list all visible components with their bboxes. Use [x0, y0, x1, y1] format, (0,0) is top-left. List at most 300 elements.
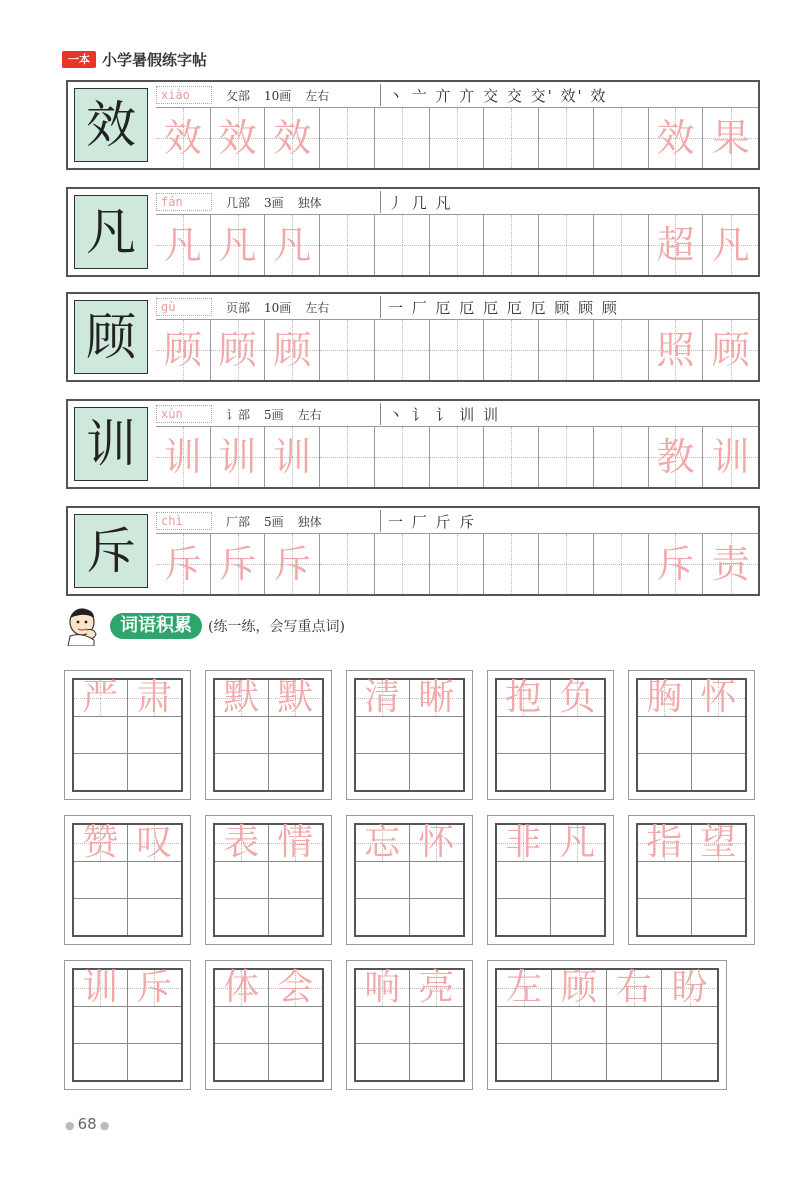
word-grid	[495, 968, 719, 1082]
word-trace-cell[interactable]	[410, 677, 464, 718]
word-blank-cell[interactable]	[128, 899, 182, 936]
trace-character: 斥	[656, 542, 695, 586]
word-blank-cell[interactable]	[410, 862, 464, 899]
practice-cell[interactable]	[703, 427, 758, 487]
trace-character: 斥	[163, 542, 202, 586]
practice-cell[interactable]	[211, 320, 266, 380]
practice-cell[interactable]	[375, 108, 430, 168]
word-blank-cell[interactable]	[269, 862, 323, 899]
practice-cell[interactable]	[649, 534, 704, 594]
word-trace-cell[interactable]	[128, 822, 182, 863]
practice-cell[interactable]	[703, 108, 758, 168]
section-title: 词语积累	[110, 613, 202, 639]
word-blank-cell[interactable]	[607, 1044, 662, 1081]
trace-character: 效	[273, 116, 312, 160]
word-trace-character: 叹	[136, 822, 173, 863]
practice-cell[interactable]	[430, 215, 485, 275]
word-trace-cell[interactable]	[215, 967, 269, 1008]
stroke-count: 10画	[264, 89, 292, 103]
practice-cell[interactable]	[320, 320, 375, 380]
word-trace-cell[interactable]	[638, 822, 692, 863]
stroke-count: 5画	[264, 408, 284, 422]
word-practice-box[interactable]	[346, 670, 473, 800]
word-trace-cell[interactable]	[497, 967, 552, 1008]
stroke-count: 3画	[264, 196, 284, 210]
word-trace-cell[interactable]	[692, 677, 746, 718]
word-trace-character: 体	[223, 967, 260, 1008]
practice-cell[interactable]	[375, 215, 430, 275]
word-trace-character: 负	[559, 677, 596, 718]
practice-cell[interactable]	[430, 427, 485, 487]
practice-cell[interactable]	[484, 108, 539, 168]
word-blank-cell[interactable]	[269, 1044, 323, 1081]
word-blank-cell[interactable]	[356, 1007, 410, 1044]
word-blank-cell[interactable]	[497, 754, 551, 791]
word-trace-cell[interactable]	[551, 822, 605, 863]
trace-character: 照	[656, 328, 695, 372]
word-trace-character: 怀	[418, 822, 455, 863]
practice-cell[interactable]	[649, 108, 704, 168]
stroke-order: 丿 几 凡	[388, 194, 453, 212]
practice-cell[interactable]	[539, 534, 594, 594]
trace-character: 效	[656, 116, 695, 160]
practice-cell[interactable]	[156, 320, 211, 380]
word-trace-cell[interactable]	[269, 822, 323, 863]
word-grid	[495, 823, 606, 937]
word-trace-character: 默	[223, 677, 260, 718]
practice-cell[interactable]	[703, 320, 758, 380]
structure: 独体	[297, 515, 322, 529]
word-trace-character: 非	[505, 822, 542, 863]
word-trace-cell[interactable]	[269, 967, 323, 1008]
word-blank-cell[interactable]	[215, 862, 269, 899]
word-practice-box[interactable]	[628, 815, 755, 945]
word-blank-cell[interactable]	[74, 717, 128, 754]
word-blank-cell[interactable]	[269, 1007, 323, 1044]
info-strip	[156, 294, 758, 320]
trace-character: 训	[273, 435, 312, 479]
word-trace-character: 会	[277, 967, 314, 1008]
divider	[380, 296, 381, 318]
word-blank-cell[interactable]	[638, 717, 692, 754]
word-blank-cell[interactable]	[662, 1007, 717, 1044]
practice-cell[interactable]	[265, 108, 320, 168]
word-trace-character: 顾	[560, 967, 597, 1008]
trace-character: 超	[656, 223, 695, 267]
word-blank-cell[interactable]	[356, 862, 410, 899]
trace-character: 顾	[163, 328, 202, 372]
word-practice-box[interactable]	[487, 960, 727, 1090]
word-blank-cell[interactable]	[215, 1007, 269, 1044]
word-blank-cell[interactable]	[638, 899, 692, 936]
word-trace-cell[interactable]	[215, 822, 269, 863]
practice-cell[interactable]	[649, 427, 704, 487]
practice-cell[interactable]	[375, 427, 430, 487]
structure: 独体	[297, 196, 322, 210]
practice-cell[interactable]	[594, 215, 649, 275]
word-grid	[636, 678, 747, 792]
practice-cell[interactable]	[539, 215, 594, 275]
word-trace-cell[interactable]	[662, 967, 717, 1008]
word-trace-cell[interactable]	[74, 967, 128, 1008]
page-number-text: 68	[77, 1115, 97, 1133]
header-title: 小学暑假练字帖	[102, 50, 208, 69]
page-number: ● 68 ●	[65, 1115, 110, 1133]
trace-character: 责	[711, 542, 750, 586]
word-blank-cell[interactable]	[638, 862, 692, 899]
word-trace-character: 清	[364, 677, 401, 718]
word-blank-cell[interactable]	[215, 717, 269, 754]
model-character-text: 凡	[86, 203, 136, 261]
trace-character: 斥	[218, 542, 257, 586]
word-blank-cell[interactable]	[356, 899, 410, 936]
structure: 左右	[305, 301, 330, 315]
word-trace-cell[interactable]	[215, 677, 269, 718]
character-meta	[226, 194, 336, 211]
practice-cell[interactable]	[375, 320, 430, 380]
word-grid	[213, 823, 324, 937]
word-blank-cell[interactable]	[128, 1007, 182, 1044]
word-trace-character: 晰	[418, 677, 455, 718]
divider	[380, 191, 381, 213]
word-trace-cell[interactable]	[497, 677, 551, 718]
word-blank-cell[interactable]	[497, 1044, 552, 1081]
word-blank-cell[interactable]	[269, 717, 323, 754]
word-trace-character: 训	[82, 967, 119, 1008]
boy-icon	[64, 606, 108, 646]
trace-character: 训	[163, 435, 202, 479]
word-blank-cell[interactable]	[128, 1044, 182, 1081]
word-blank-cell[interactable]	[692, 717, 746, 754]
practice-cell[interactable]	[484, 320, 539, 380]
word-trace-character: 表	[223, 822, 260, 863]
word-blank-cell[interactable]	[128, 754, 182, 791]
practice-cell[interactable]	[211, 534, 266, 594]
word-trace-cell[interactable]	[128, 677, 182, 718]
word-trace-character: 情	[277, 822, 314, 863]
word-trace-cell[interactable]	[74, 677, 128, 718]
character-row	[66, 80, 760, 170]
word-blank-cell[interactable]	[497, 717, 551, 754]
practice-cell[interactable]	[594, 320, 649, 380]
structure: 左右	[305, 89, 330, 103]
word-blank-cell[interactable]	[607, 1007, 662, 1044]
radical: 几部	[226, 196, 251, 210]
word-grid	[213, 678, 324, 792]
word-trace-character: 斥	[136, 967, 173, 1008]
word-blank-cell[interactable]	[410, 1044, 464, 1081]
practice-grid	[156, 108, 758, 168]
word-practice-box[interactable]	[487, 815, 614, 945]
word-trace-cell[interactable]	[638, 677, 692, 718]
stroke-order: 丶 讠 讠 训 训	[388, 406, 501, 424]
stroke-count: 5画	[264, 515, 284, 529]
character-row	[66, 292, 760, 382]
word-trace-character: 望	[700, 822, 737, 863]
trace-character: 凡	[711, 223, 750, 267]
word-grid	[354, 678, 465, 792]
word-practice-box[interactable]	[205, 960, 332, 1090]
header-badge: 一本	[62, 51, 96, 68]
practice-cell[interactable]	[649, 320, 704, 380]
radical: 讠部	[226, 408, 251, 422]
radical: 厂部	[226, 515, 251, 529]
radical: 攵部	[226, 89, 251, 103]
word-trace-character: 抱	[505, 677, 542, 718]
word-trace-character: 肃	[136, 677, 173, 718]
word-blank-cell[interactable]	[551, 717, 605, 754]
word-blank-cell[interactable]	[410, 717, 464, 754]
practice-cell[interactable]	[320, 534, 375, 594]
page-header	[62, 50, 207, 68]
trace-character: 教	[656, 435, 695, 479]
word-blank-cell[interactable]	[269, 754, 323, 791]
stroke-order: 一 厂 斤 斥	[388, 513, 477, 531]
practice-cell[interactable]	[539, 320, 594, 380]
word-practice-box[interactable]	[628, 670, 755, 800]
info-strip	[156, 82, 758, 108]
stroke-order: 一 厂 厄 厄 厄 厄 厄 顾 顾 顾	[388, 299, 619, 317]
word-blank-cell[interactable]	[74, 862, 128, 899]
character-row	[66, 506, 760, 596]
word-trace-cell[interactable]	[356, 967, 410, 1008]
practice-cell[interactable]	[484, 427, 539, 487]
word-blank-cell[interactable]	[215, 754, 269, 791]
trace-character: 顾	[218, 328, 257, 372]
stroke-count: 10画	[264, 301, 292, 315]
pinyin-text: xiào	[161, 88, 190, 102]
word-trace-cell[interactable]	[692, 822, 746, 863]
word-practice-box[interactable]	[346, 960, 473, 1090]
word-blank-cell[interactable]	[692, 754, 746, 791]
word-blank-cell[interactable]	[551, 862, 605, 899]
pinyin-text: fán	[161, 195, 183, 209]
word-blank-cell[interactable]	[215, 899, 269, 936]
trace-character: 斥	[273, 542, 312, 586]
pinyin-box	[156, 86, 212, 104]
pinyin-box	[156, 193, 212, 211]
model-character	[74, 407, 148, 481]
word-practice-box[interactable]	[346, 815, 473, 945]
word-trace-cell[interactable]	[74, 822, 128, 863]
word-grid	[354, 823, 465, 937]
word-trace-character: 凡	[559, 822, 596, 863]
word-trace-character: 左	[505, 967, 542, 1008]
character-row	[66, 187, 760, 277]
divider	[380, 510, 381, 532]
model-character-text: 顾	[86, 308, 136, 366]
model-character	[74, 514, 148, 588]
word-trace-character: 赞	[82, 822, 119, 863]
practice-cell[interactable]	[539, 108, 594, 168]
practice-cell[interactable]	[430, 320, 485, 380]
word-blank-cell[interactable]	[497, 862, 551, 899]
word-grid	[72, 968, 183, 1082]
pinyin-text: chì	[161, 514, 183, 528]
practice-cell[interactable]	[594, 108, 649, 168]
word-blank-cell[interactable]	[662, 1044, 717, 1081]
pinyin-box	[156, 512, 212, 530]
word-practice-box[interactable]	[205, 670, 332, 800]
word-blank-cell[interactable]	[74, 754, 128, 791]
pinyin-box	[156, 298, 212, 316]
practice-cell[interactable]	[594, 534, 649, 594]
word-grid	[354, 968, 465, 1082]
practice-cell[interactable]	[484, 215, 539, 275]
word-blank-cell[interactable]	[356, 717, 410, 754]
practice-cell[interactable]	[594, 427, 649, 487]
word-blank-cell[interactable]	[692, 862, 746, 899]
word-trace-character: 亮	[418, 967, 455, 1008]
word-practice-box[interactable]	[64, 670, 191, 800]
word-grid	[213, 968, 324, 1082]
trace-character: 训	[218, 435, 257, 479]
practice-cell[interactable]	[320, 108, 375, 168]
word-trace-character: 胸	[646, 677, 683, 718]
practice-cell[interactable]	[156, 427, 211, 487]
word-blank-cell[interactable]	[356, 754, 410, 791]
practice-cell[interactable]	[156, 534, 211, 594]
word-trace-cell[interactable]	[356, 677, 410, 718]
practice-cell[interactable]	[320, 215, 375, 275]
word-blank-cell[interactable]	[410, 899, 464, 936]
word-trace-cell[interactable]	[269, 677, 323, 718]
practice-cell[interactable]	[375, 534, 430, 594]
word-blank-cell[interactable]	[552, 1044, 607, 1081]
word-grid	[72, 823, 183, 937]
word-trace-character: 右	[615, 967, 652, 1008]
divider	[380, 403, 381, 425]
practice-grid	[156, 320, 758, 380]
practice-cell[interactable]	[430, 108, 485, 168]
word-trace-cell[interactable]	[410, 822, 464, 863]
word-trace-cell[interactable]	[552, 967, 607, 1008]
word-practice-box[interactable]	[487, 670, 614, 800]
structure: 左右	[297, 408, 322, 422]
pinyin-box	[156, 405, 212, 423]
trace-character: 效	[218, 116, 257, 160]
trace-character: 凡	[218, 223, 257, 267]
word-trace-character: 默	[277, 677, 314, 718]
section-header	[64, 606, 345, 646]
practice-cell[interactable]	[156, 108, 211, 168]
pinyin-text: gù	[161, 300, 176, 314]
word-trace-character: 指	[646, 822, 683, 863]
practice-cell[interactable]	[320, 427, 375, 487]
divider	[380, 84, 381, 106]
info-strip	[156, 189, 758, 215]
practice-cell[interactable]	[211, 427, 266, 487]
word-blank-cell[interactable]	[128, 717, 182, 754]
word-blank-cell[interactable]	[551, 754, 605, 791]
word-blank-cell[interactable]	[497, 899, 551, 936]
word-trace-character: 盼	[671, 967, 708, 1008]
word-grid	[636, 823, 747, 937]
word-grid	[495, 678, 606, 792]
word-blank-cell[interactable]	[74, 899, 128, 936]
trace-character: 果	[711, 116, 750, 160]
info-strip	[156, 401, 758, 427]
trace-character: 训	[711, 435, 750, 479]
trace-character: 凡	[163, 223, 202, 267]
word-practice-box[interactable]	[64, 960, 191, 1090]
practice-cell[interactable]	[265, 320, 320, 380]
character-meta	[226, 299, 343, 316]
practice-cell[interactable]	[265, 215, 320, 275]
word-trace-character: 忘	[364, 822, 401, 863]
practice-grid	[156, 427, 758, 487]
word-trace-cell[interactable]	[497, 822, 551, 863]
practice-cell[interactable]	[430, 534, 485, 594]
practice-grid	[156, 534, 758, 594]
section-subtitle: (练一练，会写重点词)	[208, 619, 345, 635]
practice-cell[interactable]	[265, 427, 320, 487]
word-trace-cell[interactable]	[551, 677, 605, 718]
model-character-text: 训	[86, 415, 136, 473]
word-blank-cell[interactable]	[215, 1044, 269, 1081]
practice-cell[interactable]	[703, 534, 758, 594]
word-blank-cell[interactable]	[74, 1007, 128, 1044]
practice-cell[interactable]	[703, 215, 758, 275]
word-trace-character: 怀	[700, 677, 737, 718]
practice-cell[interactable]	[265, 534, 320, 594]
word-practice-box[interactable]	[64, 815, 191, 945]
character-meta	[226, 513, 336, 530]
trace-character: 顾	[711, 328, 750, 372]
practice-cell[interactable]	[484, 534, 539, 594]
word-blank-cell[interactable]	[692, 899, 746, 936]
word-blank-cell[interactable]	[638, 754, 692, 791]
word-blank-cell[interactable]	[552, 1007, 607, 1044]
word-trace-cell[interactable]	[128, 967, 182, 1008]
word-grid	[72, 678, 183, 792]
word-blank-cell[interactable]	[497, 1007, 552, 1044]
practice-cell[interactable]	[156, 215, 211, 275]
practice-cell[interactable]	[211, 108, 266, 168]
word-trace-character: 严	[82, 677, 119, 718]
trace-character: 凡	[273, 223, 312, 267]
trace-character: 顾	[273, 328, 312, 372]
practice-grid	[156, 215, 758, 275]
word-blank-cell[interactable]	[410, 754, 464, 791]
model-character	[74, 195, 148, 269]
character-row	[66, 399, 760, 489]
trace-character: 效	[163, 116, 202, 160]
stroke-order: 丶 亠 亣 亣 交 交 交' 效' 效	[388, 87, 608, 105]
info-strip	[156, 508, 758, 534]
model-character	[74, 88, 148, 162]
word-trace-character: 响	[364, 967, 401, 1008]
practice-cell[interactable]	[211, 215, 266, 275]
word-blank-cell[interactable]	[128, 862, 182, 899]
model-character-text: 斥	[86, 522, 136, 580]
practice-cell[interactable]	[649, 215, 704, 275]
word-blank-cell[interactable]	[410, 1007, 464, 1044]
word-blank-cell[interactable]	[269, 899, 323, 936]
radical: 页部	[226, 301, 251, 315]
word-blank-cell[interactable]	[74, 1044, 128, 1081]
word-blank-cell[interactable]	[551, 899, 605, 936]
model-character-text: 效	[86, 96, 136, 154]
word-practice-box[interactable]	[205, 815, 332, 945]
character-meta	[226, 87, 343, 104]
word-trace-cell[interactable]	[410, 967, 464, 1008]
pinyin-text: xùn	[161, 407, 183, 421]
word-blank-cell[interactable]	[356, 1044, 410, 1081]
practice-cell[interactable]	[539, 427, 594, 487]
word-trace-cell[interactable]	[607, 967, 662, 1008]
word-trace-cell[interactable]	[356, 822, 410, 863]
